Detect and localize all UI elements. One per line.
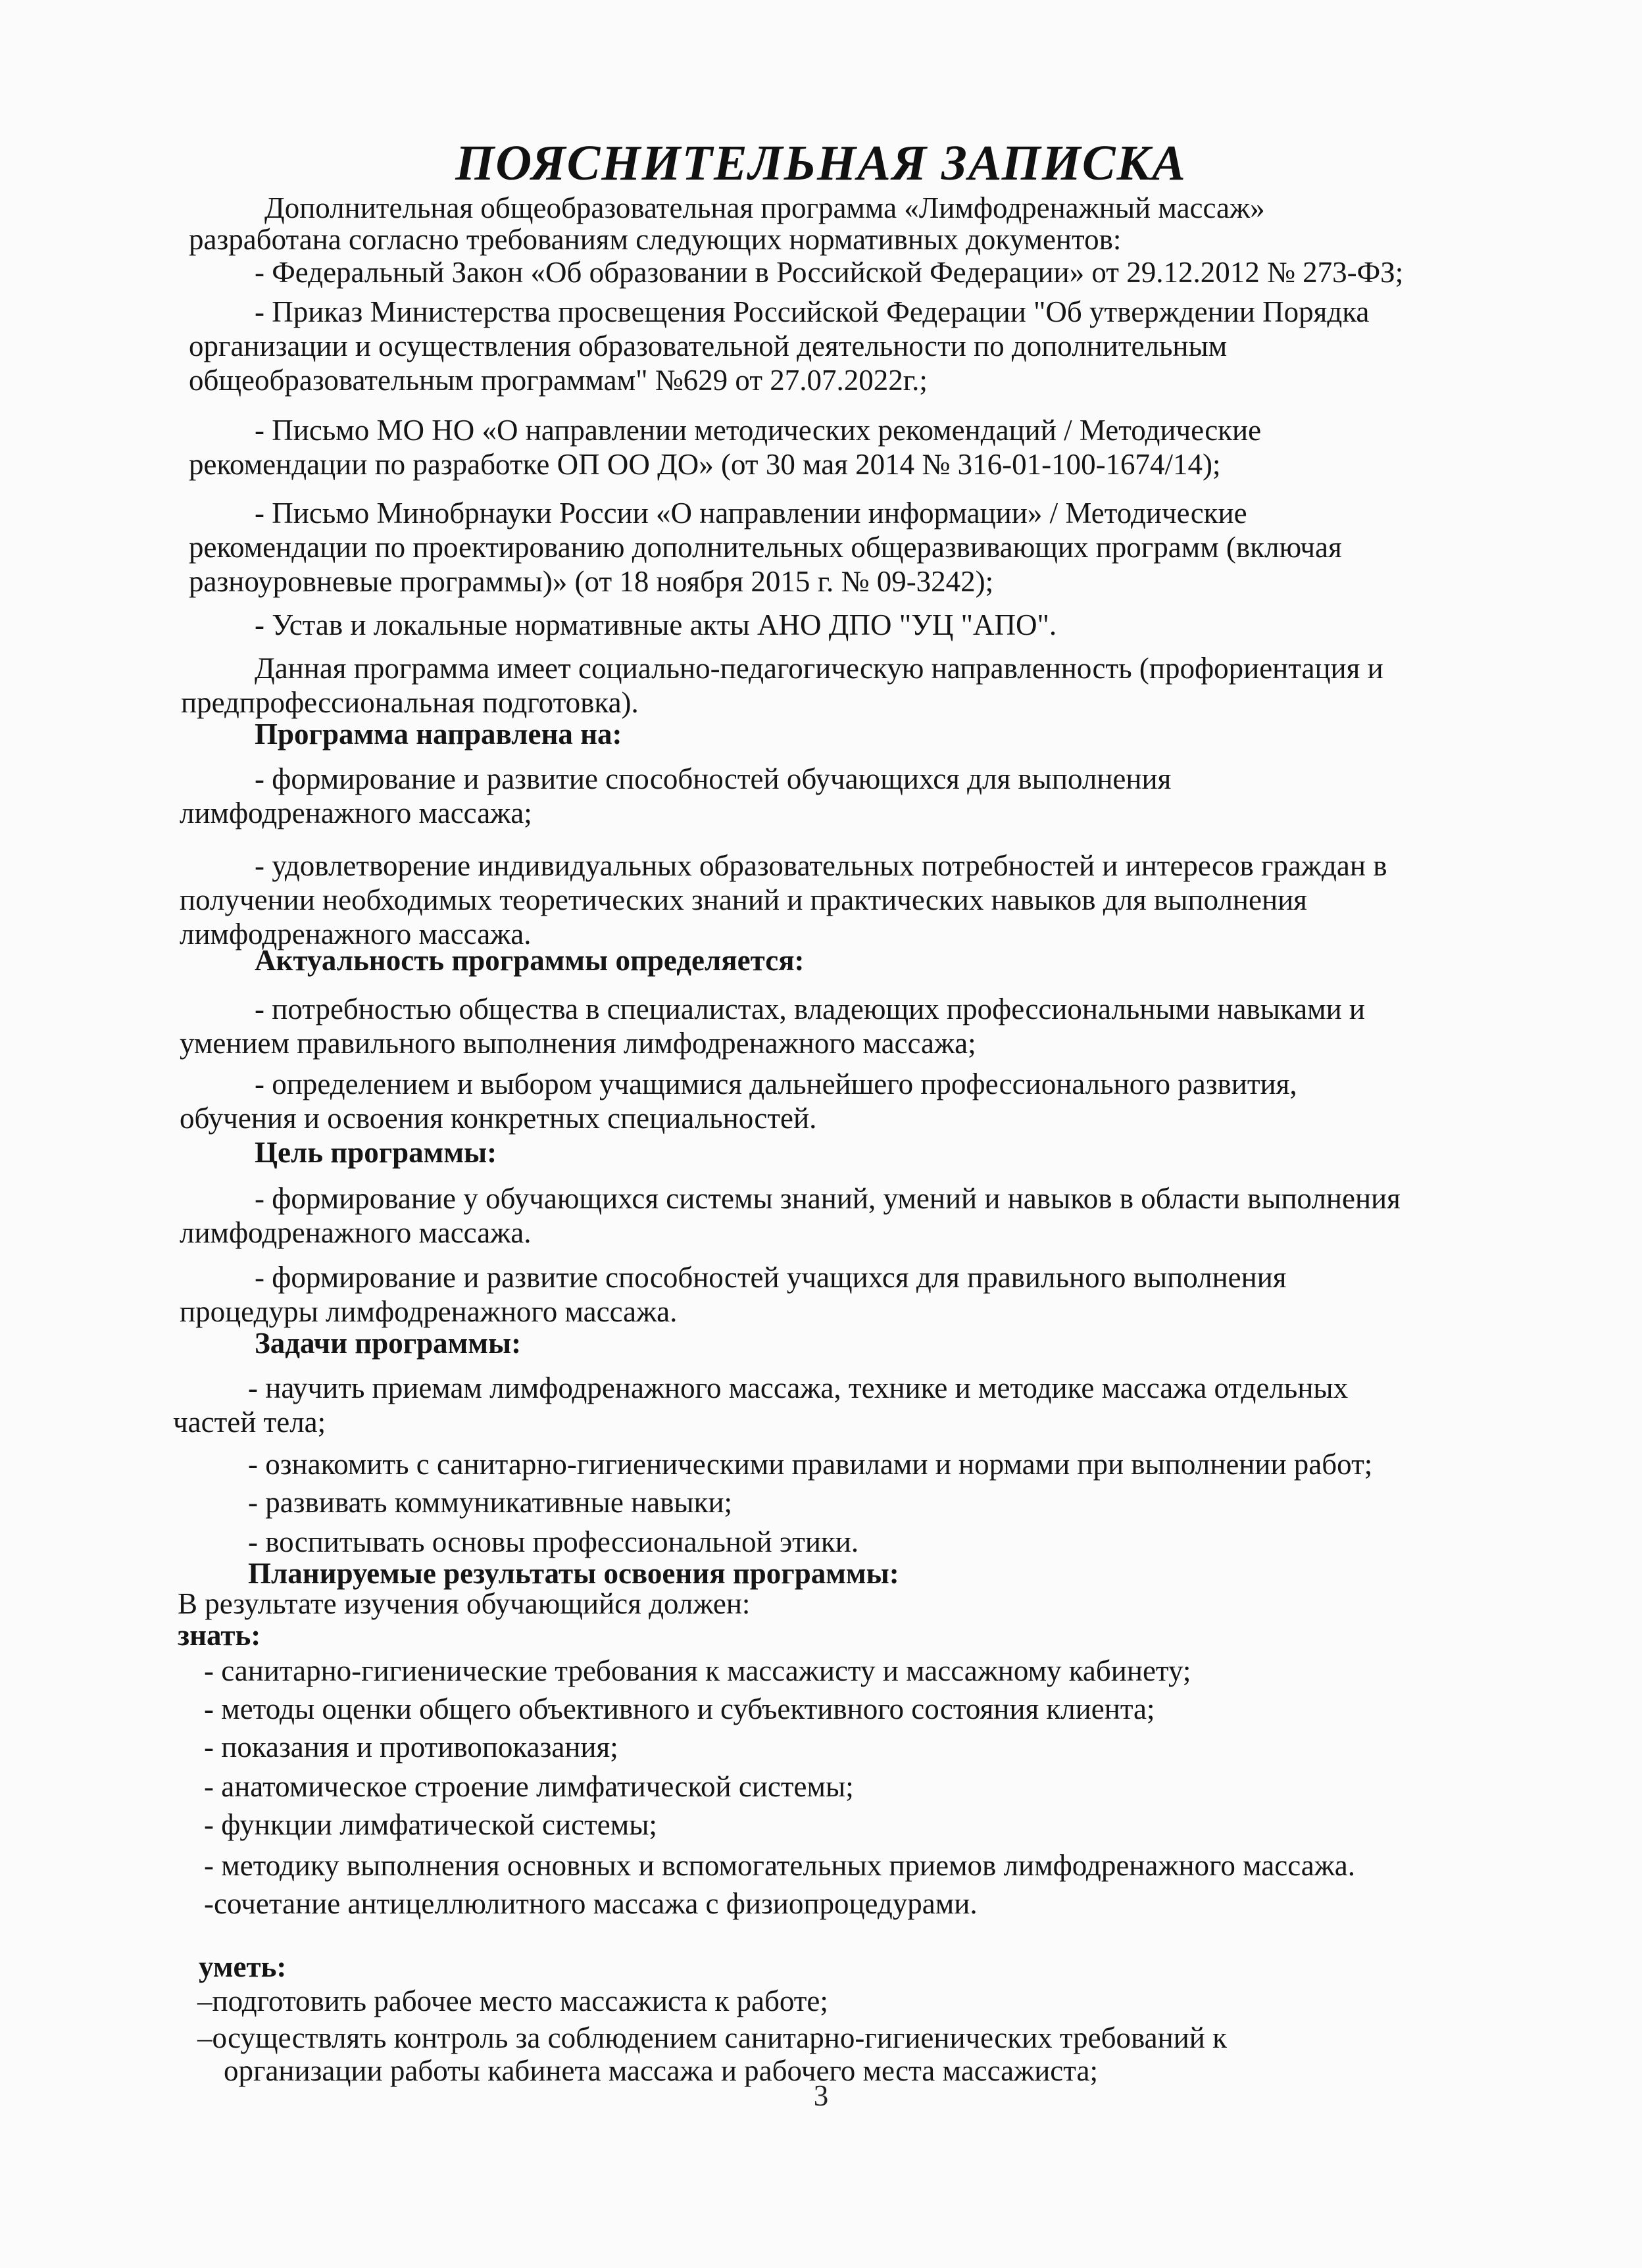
know-item: - показания и противопоказания; (204, 1731, 618, 1763)
aim-item: - формирование и развитие способностей обучающихся для выполнения (255, 762, 1172, 795)
know-item: - санитарно-гигиенические требования к массажисту и массажному кабинету; (204, 1654, 1191, 1687)
goal-item: процедуры лимфодренажного массажа. (180, 1295, 678, 1328)
regulation-line: - Письмо МО НО «О направлении методических рекомендаций / Методические (255, 414, 1262, 447)
relevance-item: обучения и освоения конкретных специальностей. (180, 1102, 817, 1135)
regulation-line: - Письмо Минобрнауки России «О направлении информации» / Методические (255, 497, 1247, 530)
relevance-item: умением правильного выполнения лимфодренажного массажа; (180, 1027, 976, 1060)
regulation-line: разноуровневые программы)» (от 18 ноября 2015 г. № 09-3242); (189, 565, 994, 598)
goal-item: - формирование у обучающихся системы знаний, умений и навыков в области выполнения (255, 1182, 1401, 1215)
results-intro: В результате изучения обучающийся должен: (178, 1587, 751, 1620)
relevance-item: - потребностью общества в специалистах, владеющих профессиональными навыками и (255, 993, 1366, 1025)
tasks-item: - ознакомить с санитарно-гигиеническими правилами и нормами при выполнении работ; (248, 1448, 1373, 1481)
orientation-line: Данная программа имеет социально-педагогическую направленность (профориентация и (255, 652, 1383, 685)
tasks-item: - воспитывать основы профессиональной этики. (248, 1525, 859, 1558)
tasks-heading: Задачи программы: (255, 1327, 522, 1360)
regulation-line: - Устав и локальные нормативные акты АНО ДПО "УЦ "АПО". (255, 608, 1057, 641)
page-title: ПОЯСНИТЕЛЬНАЯ ЗАПИСКА (455, 136, 1187, 191)
goal-item: лимфодренажного массажа. (180, 1216, 532, 1249)
relevance-item: - определением и выбором учащимися дальнейшего профессионального развития, (255, 1068, 1297, 1100)
intro-line: разработана согласно требованиям следующих нормативных документов: (189, 223, 1122, 256)
can-item: организации работы кабинета массажа и рабочего места массажиста; (224, 2054, 1098, 2087)
regulation-line: общеобразовательным программам" №629 от 27.07.2022г.; (189, 364, 928, 397)
aim-item: - удовлетворение индивидуальных образовательных потребностей и интересов граждан в (255, 849, 1387, 882)
aim-item: лимфодренажного массажа; (180, 797, 532, 829)
know-item: - методику выполнения основных и вспомогательных приемов лимфодренажного массажа. (204, 1849, 1356, 1882)
regulation-line: - Приказ Министерства просвещения Российской Федерации "Об утверждении Порядка (255, 295, 1370, 328)
regulation-line: организации и осуществления образовательной деятельности по дополнительным (189, 330, 1228, 362)
relevance-heading: Актуальность программы определяется: (255, 944, 805, 977)
tasks-item: - научить приемам лимфодренажного массажа, технике и методике массажа отдельных (248, 1371, 1349, 1404)
aim-heading: Программа направлена на: (255, 718, 622, 751)
goal-item: - формирование и развитие способностей учащихся для правильного выполнения (255, 1261, 1287, 1294)
tasks-item: - развивать коммуникативные навыки; (248, 1486, 733, 1519)
can-item: –подготовить рабочее место массажиста к работе; (197, 1985, 828, 2017)
aim-item: лимфодренажного массажа. (180, 918, 532, 950)
goal-heading: Цель программы: (255, 1136, 497, 1169)
tasks-item: частей тела; (173, 1406, 326, 1439)
can-item: –осуществлять контроль за соблюдением санитарно-гигиенических требований к (197, 2021, 1228, 2054)
regulation-line: рекомендации по разработке ОП ОО ДО» (от 30 мая 2014 № 316-01-100-1674/14); (189, 448, 1221, 481)
know-item: -сочетание антицеллюлитного массажа с физиопроцедурами. (204, 1887, 978, 1920)
can-heading: уметь: (199, 1950, 287, 1983)
regulation-line: рекомендации по проектированию дополнительных общеразвивающих программ (включая (189, 531, 1342, 564)
know-item: - анатомическое строение лимфатической системы; (204, 1770, 854, 1803)
know-item: - функции лимфатической системы; (204, 1808, 657, 1841)
know-item: - методы оценки общего объективного и субъективного состояния клиента; (204, 1692, 1155, 1725)
orientation-line: предпрофессиональная подготовка). (181, 686, 639, 719)
aim-item: получении необходимых теоретических знаний и практических навыков для выполнения (180, 883, 1307, 916)
regulation-line: - Федеральный Закон «Об образовании в Российской Федерации» от 29.12.2012 № 273-ФЗ; (255, 256, 1404, 289)
page-number: 3 (813, 2079, 829, 2112)
know-heading: знать: (178, 1619, 261, 1652)
results-heading: Планируемые результаты освоения программы: (248, 1557, 899, 1590)
intro-line: Дополнительная общеобразовательная программа «Лимфодренажный массаж» (264, 191, 1265, 224)
